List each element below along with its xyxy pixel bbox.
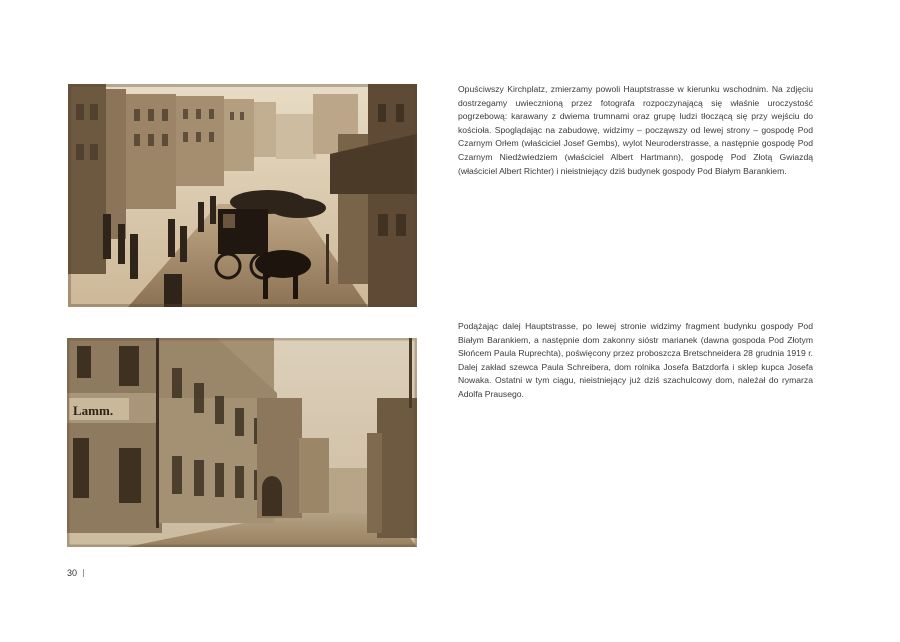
photo-funeral-street-scene <box>68 84 417 307</box>
historic-photo-hauptstrasse-east <box>67 338 417 547</box>
page-number: 30 <box>67 568 78 578</box>
paragraph-hauptstrasse-description: Podążając dalej Hauptstrasse, po lewej stronie widzimy fragment budynku gospody Pod Białym Barankiem, a następnie dom zakonny sióstr marianek (dawna gospoda Pod Złotym Słońcem Paula Ruprechta), poświęcony przez proboszcza Bretschneidera 28 grudnia 1919 r. Dalej zakład szewca Paula Schreibera, dom rolnika Josefa Batzdorfa i sklep kupca Josefa Nowaka. Ostatni w tym ciągu, nieistniejący już dziś szachulcowy dom, należał do rymarza Adolfa Prausego. <box>458 321 813 399</box>
footer-separator <box>83 569 84 577</box>
historic-photo-funeral-procession <box>68 84 417 307</box>
page-footer <box>67 568 84 578</box>
inn-sign-lamm: Lamm. <box>73 403 114 418</box>
paragraph-funeral-description: Opuściwszy Kirchplatz, zmierzamy powoli Hauptstrasse w kierunku wschodnim. Na zdjęciu dostrzegamy uwiecznioną przez fotografa rozpoczynającą się właśnie uroczystość pogrzebową: karawany z dwiema trumnami oraz grupę ludzi tłoczącą się przy wejściu do kościoła. Spoglądając na zabudowę, widzimy – począwszy od lewej strony – gospodę Pod Czarnym Orłem (właściciel Josef Gembs), wylot Neuroderstrasse, a następnie gospodę Pod Czarnym Niedźwiedziem (właściciel Albert Hartmann), gospodę Pod Złotą Gwiazdą (właściciel Albert Richter) i nieistniejący dziś budynek gospody Pod Białym Barankiem. <box>458 84 813 176</box>
photo-street-buildings-scene <box>67 338 417 547</box>
